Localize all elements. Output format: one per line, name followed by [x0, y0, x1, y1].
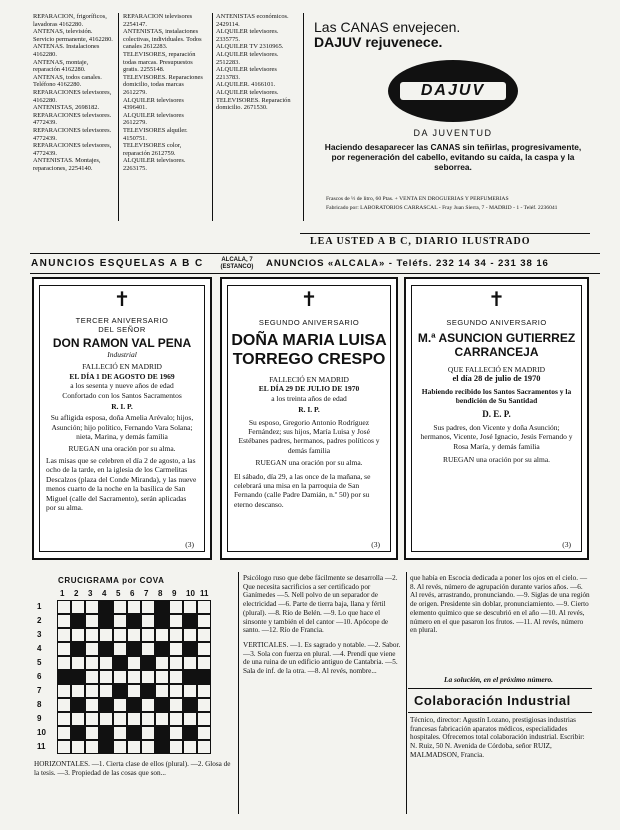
crossword-cell[interactable] — [71, 628, 85, 642]
crossword-cell[interactable] — [71, 740, 85, 754]
clues-right-text: que había en Escocia dedicada a poner los ojos en el cielo. —8. Al revés, número de agrupación durante varios años. —6. Al revés, arrastrando, pronunciando. —9. Siglas de una región de origen. Presidente sin doblar, pronunciamiento. —9. Cierto elemento químico que se descubrió en el año —10. Al revés, número en el que pasaron los frutos. —11. Al revés, número en plural. — [410, 574, 590, 635]
crossword-row-number: 2 — [37, 616, 42, 625]
classified-item: TELEVISORES color, reparación 2612759. — [123, 142, 182, 157]
crossword-col-number: 11 — [200, 589, 209, 598]
crossword-row-number: 6 — [37, 672, 42, 681]
classified-item: ANTENISTAS, 2698182. — [33, 104, 100, 112]
classified-item: REPARACIONES televisores. 4772439. — [33, 111, 112, 127]
card-name: DON RAMON VAL PENA — [52, 336, 192, 350]
crossword-black-cell — [197, 670, 211, 684]
crossword-cell[interactable] — [127, 656, 141, 670]
card-line: el día 28 de julio de 1970 — [452, 374, 541, 384]
crossword-cell[interactable] — [141, 712, 155, 726]
classified-item: ALQUILER televisores. 2263175. — [123, 157, 186, 172]
crossword-cell[interactable] — [113, 698, 127, 712]
crossword-row-number: 10 — [37, 728, 46, 737]
crossword-row-number: 11 — [37, 742, 46, 751]
crossword-cell[interactable] — [183, 628, 197, 642]
obituary-card-2 — [220, 277, 398, 560]
section-rule — [408, 712, 592, 713]
crossword-cell[interactable] — [57, 698, 71, 712]
crossword-cell[interactable] — [99, 684, 113, 698]
crossword-black-cell — [183, 670, 197, 684]
dajuv-ad — [308, 20, 598, 230]
crossword-cell[interactable] — [127, 712, 141, 726]
crossword-cell[interactable] — [57, 628, 71, 642]
crossword-black-cell — [99, 642, 113, 656]
crossword-cell[interactable] — [99, 628, 113, 642]
crossword-col-number: 1 — [60, 589, 65, 598]
crossword-cell[interactable] — [155, 712, 169, 726]
dajuv-logo — [388, 60, 518, 122]
crossword-cell[interactable] — [57, 600, 71, 614]
ad-headline-2: DAJUV rejuvenece. — [314, 34, 443, 50]
cross-icon: ✝ — [488, 289, 505, 311]
crossword-cell[interactable] — [155, 670, 169, 684]
classified-item: ALQUILER televisores. 2512283. — [216, 50, 279, 66]
crossword-black-cell — [155, 726, 169, 740]
column-divider — [303, 13, 304, 221]
card-rip: D. E. P. — [482, 408, 511, 419]
crossword-black-cell — [127, 698, 141, 712]
ad-fine-2: Fabricado por: LABORATORIOS CARRASCAL - Fray Juan Sierra, 7 - MADRID - 1 - Teléf. 2236041 — [326, 205, 558, 211]
crossword-cell[interactable] — [99, 712, 113, 726]
crossword-black-cell — [183, 642, 197, 656]
card-line: Las misas que se celebren el día 2 de agosto, a las ocho de la tarde, en la iglesia de los Carmelitas Descalzos (plaza del Conde Miranda), y las nueve menos cuarto de la noche en la basílica de San Miguel (calle del Sacramento), serán aplicadas por su alma. — [46, 456, 197, 513]
crossword-cell[interactable] — [141, 670, 155, 684]
crossword-col-number: 7 — [144, 589, 149, 598]
crossword-black-cell — [141, 656, 155, 670]
crossword-cell[interactable] — [85, 628, 99, 642]
crossword-cell[interactable] — [57, 712, 71, 726]
crossword-cell[interactable] — [127, 670, 141, 684]
crossword-cell[interactable] — [141, 698, 155, 712]
crossword-cell[interactable] — [169, 614, 183, 628]
top-rule — [300, 233, 590, 234]
crossword-cell[interactable] — [57, 740, 71, 754]
crossword-cell[interactable] — [85, 670, 99, 684]
crossword-row-number: 5 — [37, 658, 42, 667]
crossword-cell[interactable] — [57, 642, 71, 656]
card-line: Habiendo recibido los Santos Sacramentos y la bendición de Su Santidad — [421, 386, 572, 406]
ad-headline-1: Las CANAS envejecen. — [314, 19, 461, 35]
classified-item: TELEVISORES, reparación todas marcas. Presupuestos gratis. 2255148. — [123, 50, 196, 74]
crossword-cell[interactable] — [183, 684, 197, 698]
crossword-black-cell — [71, 670, 85, 684]
card-line: FALLECIÓ EN MADRID — [269, 375, 349, 384]
colaboracion-text: Técnico, director: Agustín Lozano, prestigiosas industrias francesas fabricación aparatos médicos, especialidades hospitales. Ofrecemos total colaboración industrial. Escribir: N. Ruiz, 50 N. Avenida de Córdoba, señor RUIZ, MALMADSON, Francia. — [410, 716, 585, 759]
classified-item: ALQUILER. 4166101. — [216, 81, 276, 89]
crossword-cell[interactable] — [169, 642, 183, 656]
crossword-cell[interactable] — [197, 614, 211, 628]
card-line: QUE FALLECIÓ EN MADRID — [447, 365, 546, 374]
header-rule — [30, 253, 600, 254]
crossword-cell[interactable] — [127, 628, 141, 642]
clues-verticales: VERTICALES. —1. Es sagrado y notable. —2. Sabor. —3. Sola con fuerza en plural. —4. Prendí que viene de una ruina de un edificio antiguo de Cantabria. —5. Sala de inf. de la otra. —8. Al revés, nombre... — [243, 640, 401, 676]
card-line: El sábado, día 29, a las once de la mañana, se celebrará una misa en la parroquia de San Fernando (calle Padre Damián, n.º 50) por su eterno descanso. — [234, 471, 371, 509]
banner-left: ANUNCIOS ESQUELAS A B C — [31, 258, 204, 269]
classified-item: TELEVISORES. Reparaciones domicilio, todas marcas 2612279. — [123, 73, 203, 96]
clues-right — [410, 574, 590, 672]
crossword-col-number: 8 — [158, 589, 163, 598]
card-line: EL DÍA 29 DE JULIO DE 1970 — [258, 384, 360, 394]
classified-item: ALQUILER TV 2310965. — [216, 43, 284, 51]
crossword-cell[interactable] — [113, 600, 127, 614]
crossword-cell[interactable] — [197, 642, 211, 656]
classifieds-col-1 — [33, 13, 115, 235]
crossword-cell[interactable] — [197, 726, 211, 740]
crossword-black-cell — [71, 614, 85, 628]
crossword-cell[interactable] — [113, 670, 127, 684]
crossword-col-number: 9 — [172, 589, 177, 598]
column-divider — [212, 13, 213, 221]
crossword-horizontales: HORIZONTALES. —1. Cierta clase de ellos (plural). —2. Glosa de la tesis. —3. Propiedad de las cosas que son... — [34, 760, 231, 777]
card-line: RUEGAN una oración por su alma. — [68, 443, 176, 453]
card-line: Su afligida esposa, doña Amelia Arévalo; hijos, Asunción; hijo político, Fernando Vara Solana; nieta, Marina, y demás familia — [50, 413, 194, 442]
card-line: Confortado con los Santos Sacramentos — [62, 390, 182, 400]
crossword-cell[interactable] — [197, 628, 211, 642]
crossword-black-cell — [127, 642, 141, 656]
crossword-cell[interactable] — [197, 656, 211, 670]
crossword-cell[interactable] — [141, 740, 155, 754]
crossword-black-cell — [99, 698, 113, 712]
classified-item: ALQUILER televisores. — [216, 88, 279, 96]
solution-note: La solución, en el próximo número. — [444, 675, 554, 684]
crossword-cell[interactable] — [169, 656, 183, 670]
classified-item: REPARACION, frigoríficos, lavadoras 4162280. — [33, 13, 107, 28]
ad-fine-1: Frascos de ½ de litro, 60 Ptas. + VENTA EN DROGUERÍAS Y PERFUMERÍAS — [326, 196, 509, 202]
crossword-black-cell — [99, 614, 113, 628]
classified-item: ALQUILER televisores 2612279. — [123, 111, 184, 127]
classified-item: ANTENISTAS económicos. 2429114. — [216, 13, 289, 28]
column-divider — [118, 13, 119, 221]
crossword-black-cell — [71, 698, 85, 712]
crossword-cell[interactable] — [197, 600, 211, 614]
crossword-cell[interactable] — [197, 740, 211, 754]
crossword-row-number: 4 — [37, 644, 42, 653]
card-line: a los sesenta y nueve años de edad — [70, 381, 174, 391]
clues-text: Psicólogo ruso que debe fácilmente se desarrolla —2. Que necesita sacrificios a ser certificado por Ganímedes —5. Nell polvo de un separador de electricidad —6. Parte de tierra baja, llana y fértil (plural). —8. Río de Belén. —9. Lo que hace el sinsonte y también el del cantor —10. Apócope de santo. —12. Río de Francia. — [243, 574, 398, 635]
crossword-cell[interactable] — [113, 628, 127, 642]
logo-text: DAJUV — [420, 82, 486, 99]
classified-item: ALQUILER televisores 2213783. — [216, 66, 277, 81]
crossword-col-number: 6 — [130, 589, 135, 598]
classified-item: REPARACION televisores 2254147. — [123, 13, 193, 28]
crossword-cell[interactable] — [99, 656, 113, 670]
crossword-cell[interactable] — [155, 628, 169, 642]
crossword-title: CRUCIGRAMA por COVA — [58, 576, 165, 585]
crossword-cell[interactable] — [169, 726, 183, 740]
crossword-cell[interactable] — [113, 614, 127, 628]
crossword-black-cell — [155, 698, 169, 712]
classified-item: ANTENAS. Instalaciones 4162280. — [33, 43, 100, 58]
crossword-cell[interactable] — [169, 712, 183, 726]
card-ref: (3) — [185, 539, 194, 549]
crossword-black-cell — [113, 684, 127, 698]
card-line: RUEGAN una oración por su alma. — [442, 455, 551, 465]
crossword-black-cell — [155, 614, 169, 628]
colaboracion-title: Colaboración Industrial — [414, 693, 571, 708]
crossword-cell[interactable] — [127, 684, 141, 698]
crossword-black-cell — [127, 726, 141, 740]
crossword-cell[interactable] — [85, 642, 99, 656]
under-logo: DA JUVENTUD — [413, 128, 493, 138]
card-senor: DEL SEÑOR — [98, 325, 146, 334]
crossword-black-cell — [155, 600, 169, 614]
ad-description: Haciendo desaparecer las CANAS sin teñirlas, progresivamente, por regeneración del cabello, evitando su caída, la caspa y la seborrea. — [324, 142, 582, 172]
card-role: Industrial — [107, 350, 137, 359]
column-divider — [406, 572, 407, 814]
crossword-cell[interactable] — [113, 740, 127, 754]
classified-item: ANTENAS, todos canales. Teléfono 4162280. — [33, 73, 102, 89]
crossword-black-cell — [99, 600, 113, 614]
crossword-black-cell — [99, 740, 113, 754]
banner-right: ANUNCIOS «ALCALA» - Teléfs. 232 14 34 - 231 38 16 — [266, 258, 549, 269]
crossword-cell[interactable] — [85, 614, 99, 628]
classified-item: TELEVISORES alquiler. 4150751. — [123, 126, 188, 142]
crossword-cell[interactable] — [141, 614, 155, 628]
crossword-cell[interactable] — [85, 656, 99, 670]
crossword-cell[interactable] — [85, 712, 99, 726]
crossword-black-cell — [183, 614, 197, 628]
crossword-cell[interactable] — [127, 740, 141, 754]
crossword-cell[interactable] — [57, 726, 71, 740]
crossword-cell[interactable] — [183, 656, 197, 670]
crossword-cell[interactable] — [85, 740, 99, 754]
crossword-cell[interactable] — [71, 656, 85, 670]
crossword-row-number: 8 — [37, 700, 42, 709]
banner-mid: ALCALA, 7 (ESTANCO) — [220, 257, 254, 270]
cross-icon: ✝ — [113, 289, 131, 311]
crossword-cell[interactable] — [85, 726, 99, 740]
card-line: EL DÍA 1 DE AGOSTO DE 1969 — [69, 371, 175, 381]
crossword-cell[interactable] — [57, 656, 71, 670]
crossword-cell[interactable] — [85, 600, 99, 614]
classified-item: REPARACIONES televisores. 4772439. — [33, 126, 112, 142]
crossword-cell[interactable] — [113, 642, 127, 656]
crossword-black-cell — [127, 614, 141, 628]
card-line: Su esposo, Gregorio Antonio Rodríguez Fernández; sus hijos, María Luisa y José Estébanes padres, hermanos, padres políticos y demás familia — [238, 417, 380, 455]
crossword-black-cell — [183, 698, 197, 712]
crossword-col-number: 5 — [116, 589, 121, 598]
classifieds-col-2 — [123, 13, 209, 235]
cross-icon: ✝ — [300, 289, 318, 311]
crossword-cell[interactable] — [71, 684, 85, 698]
classified-item: TELEVISORES. Reparación domicilio. 2671530. — [216, 96, 291, 112]
crossword-cell[interactable] — [197, 684, 211, 698]
crossword-black-cell — [71, 642, 85, 656]
column-divider — [238, 572, 239, 814]
classified-item: REPARACIONES televisores, 4162280. — [33, 88, 112, 104]
crossword-cell[interactable] — [183, 740, 197, 754]
card-name: M.ª ASUNCION GUTIERREZ CARRANCEJA — [417, 331, 576, 359]
crossword-cell[interactable] — [113, 712, 127, 726]
crossword-col-number: 4 — [102, 589, 107, 598]
crossword-cell[interactable] — [57, 684, 71, 698]
crossword-cell[interactable] — [197, 712, 211, 726]
crossword-black-cell — [155, 642, 169, 656]
crossword-cell[interactable] — [85, 698, 99, 712]
classified-item: ANTENAS, televisión. Servicio permanente, 4162280. — [33, 28, 113, 43]
crossword-cell[interactable] — [127, 600, 141, 614]
crossword-cell[interactable] — [141, 600, 155, 614]
classified-item: ANTENISTAS, instalaciones colectivas, individuales. Todos canales 2612283. — [123, 28, 202, 51]
classified-item: ANTENISTAS. Montajes, reparaciones, 2254140. — [33, 157, 101, 172]
crossword-row-number: 7 — [37, 686, 42, 695]
obituary-card-1 — [32, 277, 212, 560]
crossword-black-cell — [71, 726, 85, 740]
classified-item: ALQUILER televisores 4396401. — [123, 96, 184, 112]
crossword-black-cell — [183, 726, 197, 740]
crossword-cell[interactable] — [57, 614, 71, 628]
card-ref: (3) — [562, 539, 571, 549]
section-rule — [408, 688, 592, 689]
crossword-cell[interactable] — [99, 670, 113, 684]
crossword-cell[interactable] — [141, 628, 155, 642]
crossword-col-number: 10 — [186, 589, 195, 598]
card-ref: (3) — [371, 539, 380, 549]
crossword-cell[interactable] — [155, 684, 169, 698]
crossword-cell[interactable] — [113, 726, 127, 740]
crossword-black-cell — [57, 670, 71, 684]
classified-item: ALQUILER televisores. 2335775. — [216, 28, 279, 43]
crossword-black-cell — [155, 740, 169, 754]
crossword-cell[interactable] — [183, 712, 197, 726]
card-rip: R. I. P. — [298, 405, 320, 415]
clues-middle — [243, 574, 403, 814]
crossword-cell[interactable] — [197, 698, 211, 712]
card-line: Sus padres, don Vicente y doña Asunción; hermanos, Vicente, José Ignacio, Jesús Fernando y Rosa María, y demás familia — [420, 423, 573, 451]
crossword-cell[interactable] — [169, 628, 183, 642]
card-line: a los treinta años de edad — [271, 393, 347, 403]
crossword-cell[interactable] — [169, 670, 183, 684]
crossword-cell[interactable] — [71, 712, 85, 726]
classified-item: ANTENAS, montaje, reparación 4162280. — [33, 58, 89, 74]
banner-rule — [30, 273, 600, 274]
crossword-cell[interactable] — [169, 740, 183, 754]
crossword-cell[interactable] — [155, 656, 169, 670]
crossword-cell[interactable] — [169, 698, 183, 712]
crossword-black-cell — [113, 656, 127, 670]
card-name: DOÑA MARIA LUISA TORREGO CRESPO — [231, 332, 387, 368]
card-line: FALLECIÓ EN MADRID — [82, 362, 162, 372]
card-anniversary: TERCER ANIVERSARIO — [75, 316, 169, 325]
crossword-cell[interactable] — [141, 726, 155, 740]
card-anniversary: SEGUNDO ANIVERSARIO — [446, 318, 547, 327]
lea-usted-line: LEA USTED A B C, DIARIO ILUSTRADO — [310, 236, 531, 247]
card-line: RUEGAN una oración por su alma. — [255, 458, 363, 468]
classifieds-col-3 — [216, 13, 300, 235]
obituary-card-3 — [404, 277, 589, 560]
crossword-cell[interactable] — [141, 642, 155, 656]
crossword-col-number: 2 — [74, 589, 79, 598]
crossword-cell[interactable] — [71, 600, 85, 614]
crossword-row-number: 3 — [37, 630, 42, 639]
crossword-black-cell — [141, 684, 155, 698]
crossword-row-number: 9 — [37, 714, 42, 723]
crossword-cell[interactable] — [169, 600, 183, 614]
card-anniversary: SEGUNDO ANIVERSARIO — [258, 318, 360, 327]
classified-item: REPARACIONES televisores, 4772439. — [33, 142, 112, 157]
crossword-cell[interactable] — [85, 684, 99, 698]
crossword-cell[interactable] — [169, 684, 183, 698]
crossword-cell[interactable] — [183, 600, 197, 614]
crossword-row-number: 1 — [37, 602, 42, 611]
crossword-col-number: 3 — [88, 589, 93, 598]
crossword-black-cell — [99, 726, 113, 740]
card-rip: R. I. P. — [111, 402, 133, 412]
